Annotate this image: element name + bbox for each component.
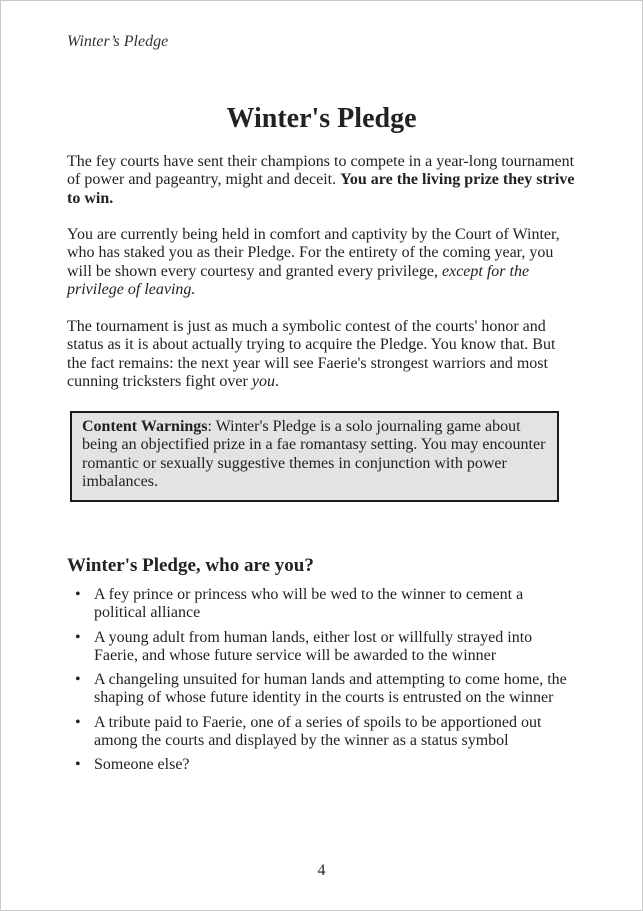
intro-paragraph-3 (67, 318, 577, 391)
running-header: Winter’s Pledge (67, 33, 169, 50)
intro-paragraph-2-text: You are currently being held in comfort and captivity by the Court of Winter, who has staked you as their Pledge. For the entirety of the coming year, you will be shown every courtesy and granted every privilege, (67, 226, 560, 280)
list-item (67, 586, 577, 623)
list-item (67, 756, 577, 774)
intro-paragraph-1-text: The fey courts have sent their champions to compete in a year-long tournament of power and pageantry, might and deceit. (67, 153, 575, 189)
bullet-icon: • (75, 713, 81, 731)
page-number: 4 (317, 862, 326, 879)
list-item (67, 629, 577, 666)
list-item-text: Someone else? (94, 756, 190, 774)
bullet-icon: • (75, 586, 81, 603)
list-item-text: A young adult from human lands, either lost or willfully strayed into Faerie, and whose future service will be awarded to the winner (94, 628, 533, 664)
list-item-text: A tribute paid to Faerie, one of a series of spoils to be apportioned out among the courts and displayed by the winner as a status symbol (94, 713, 542, 750)
page-title: Winter's Pledge (226, 103, 417, 134)
pledge-options-list (67, 586, 577, 781)
list-item-text: A changeling unsuited for human lands and attempting to come home, the shaping of whose future identity in the courts is entrusted on the winner (94, 671, 567, 707)
bullet-icon: • (75, 671, 81, 689)
intro-paragraph-3-text: The tournament is just as much a symbolic contest of the courts' honor and status as it is about actually trying to acquire the Pledge. You know that. But the fact remains: the next year will see Faerie's strongest warriors and most cunning tricksters fight over (67, 318, 556, 390)
bullet-icon: • (75, 628, 81, 646)
list-item-text: A fey prince or princess who will be wed to the winner to cement a political alliance (94, 586, 524, 622)
content-warning-label: Content Warnings (82, 418, 208, 435)
content-warning-box (70, 411, 559, 502)
intro-paragraph-2 (67, 226, 577, 299)
section-heading: Winter's Pledge, who are you? (67, 555, 314, 576)
list-item (67, 714, 577, 751)
intro-paragraph-1-bold: You are the living prize they strive to win. (67, 171, 575, 207)
list-item (67, 671, 577, 708)
intro-paragraph-1 (67, 153, 577, 208)
intro-paragraph-2-italic: except for the privilege of leaving. (67, 262, 530, 298)
intro-paragraph-3-italic: you (251, 372, 275, 390)
intro-paragraph-3-end: . (274, 372, 279, 390)
content-warning-text: : Winter's Pledge is a solo journaling game about being an objectified prize in a fae romantasy setting. You may encounter romantic or sexually suggestive themes in conjunction with power imbalances. (82, 418, 546, 490)
bullet-icon: • (75, 756, 81, 774)
